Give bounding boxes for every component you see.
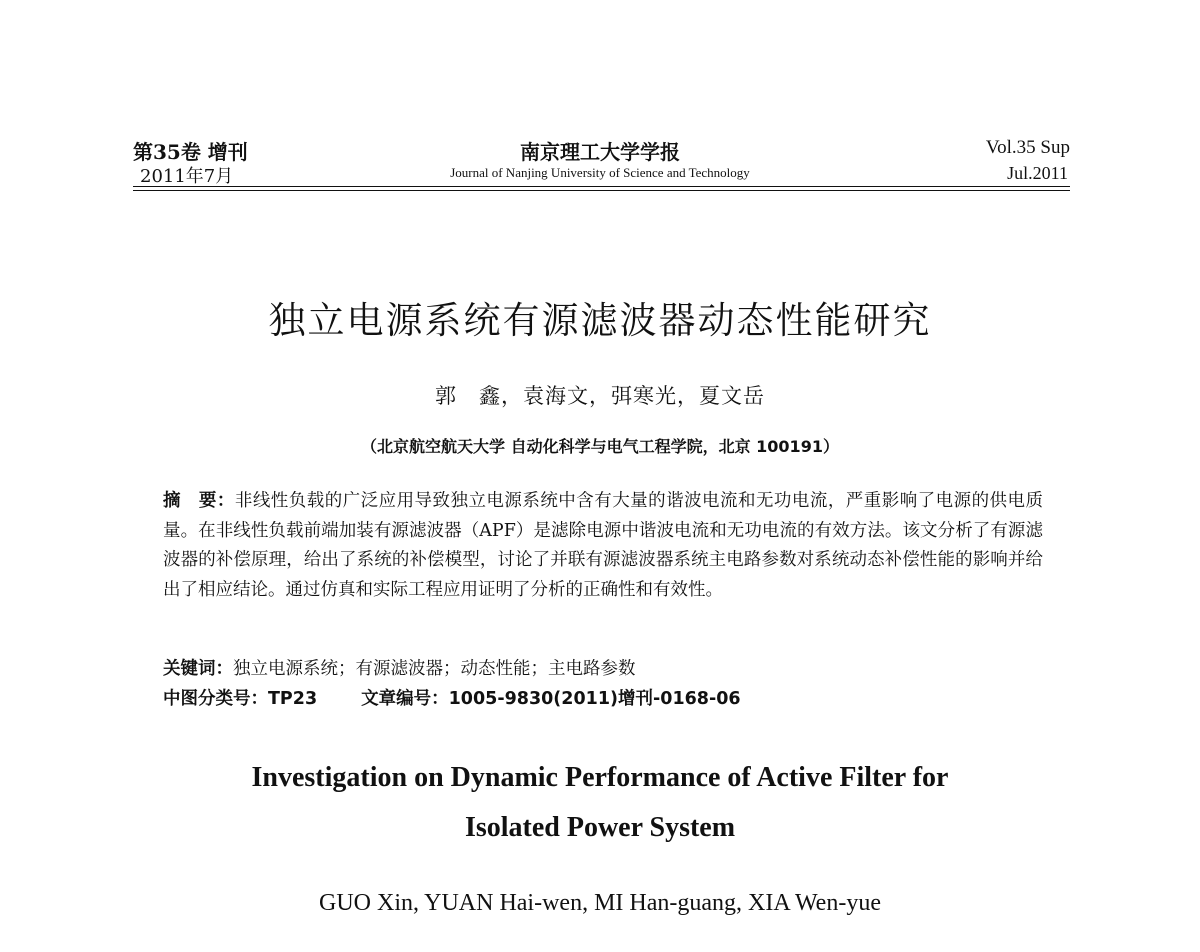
publication-date-cn: 2011年7月 (140, 166, 234, 187)
authors-cn: 郭 鑫，袁海文，弭寒光，夏文岳 (435, 384, 765, 408)
abstract-text: 非线性负载的广泛应用导致独立电源系统中含有大量的谐波电流和无功电流，严重影响了电源的供电质量。在非线性负载前端加装有源滤波器（APF）是滤除电源中谐波电流和无功电流的有效方法。该文分析了有源滤波器的补偿原理，给出了系统的补偿模型，讨论了并联有源滤波器系统主电路参数对系统动态补偿性能的影响并给出了相应结论。通过仿真和实际工程应用证明了分析的正确性和有效性。 (163, 491, 1043, 600)
article-number: 文章编号：1005-9830(2011)增刊-0168-06 (361, 689, 741, 709)
classification-line (163, 685, 741, 710)
affiliation-cn: （北京航空航天大学 自动化科学与电气工程学院，北京 100191） (361, 437, 839, 456)
authors-en: GUO Xin, YUAN Hai-wen, MI Han-guang, XIA Wen-yue (319, 890, 881, 916)
clc-number: 中图分类号：TP23 (163, 689, 318, 709)
keywords (163, 655, 636, 680)
volume-issue-en: Vol.35 Sup (985, 137, 1070, 158)
paper-title-cn: 独立电源系统有源滤波器动态性能研究 (268, 299, 932, 342)
paper-title-en-line1: Investigation on Dynamic Performance of Active Filter for (251, 762, 949, 793)
paper-title-en-line2: Isolated Power System (464, 812, 736, 843)
keywords-label: 关键词： (163, 659, 233, 679)
header-rule-top (133, 186, 1070, 187)
header-rule-bottom (133, 190, 1070, 191)
abstract (163, 487, 1043, 605)
volume-issue-cn: 第35卷 增刊 (133, 140, 248, 164)
abstract-label: 摘 要： (163, 491, 235, 511)
journal-name-cn: 南京理工大学学报 (520, 140, 680, 164)
journal-name-en: Journal of Nanjing University of Science and Technology (450, 165, 750, 180)
publication-date-en: Jul.2011 (1007, 163, 1068, 183)
keywords-text: 独立电源系统；有源滤波器；动态性能；主电路参数 (233, 659, 636, 679)
